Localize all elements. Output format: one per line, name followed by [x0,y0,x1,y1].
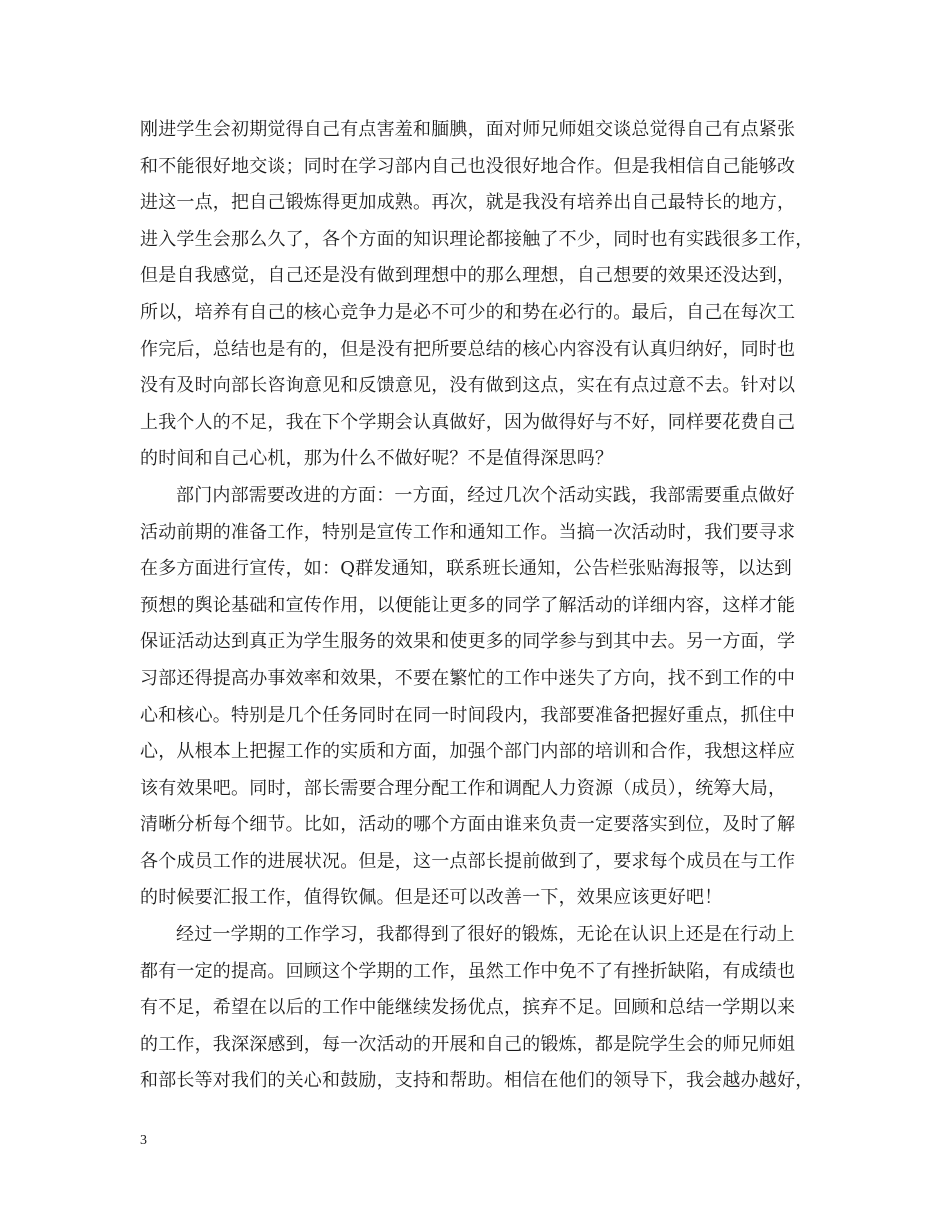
text-line: 刚进学生会初期觉得自己有点害羞和腼腆，面对师兄师姐交谈总觉得自己有点紧张 [140,119,796,140]
text-line: 进这一点，把自己锻炼得更加成熟。再次，就是我没有培养出自己最特长的地方， [140,192,796,214]
text-line: 保证活动达到真正为学生服务的效果和使更多的同学参与到其中去。另一方面，学 [140,631,796,653]
text-line: 在多方面进行宣传，如：Q群发通知，联系班长通知，公告栏张贴海报等，以达到 [140,558,792,580]
text-line: 所以，培养有自己的核心竞争力是必不可少的和势在必行的。最后，自己在每次工 [140,301,796,323]
text-line: 预想的舆论基础和宣传作用，以便能让更多的同学了解活动的详细内容，这样才能 [140,594,796,616]
body-text [140,112,820,1100]
text-line: 习部还得提高办事效率和效果，不要在繁忙的工作中迷失了方向，找不到工作的中 [140,667,796,689]
text-line: 清晰分析每个细节。比如，活动的哪个方面由谁来负责一定要落实到位，及时了解 [140,814,796,836]
text-line: 的时候要汇报工作，值得钦佩。但是还可以改善一下，效果应该更好吧！ [140,887,723,909]
text-line: 和部长等对我们的关心和鼓励，支持和帮助。相信在他们的领导下，我会越办越好， [140,1070,814,1092]
text-line: 但是自我感觉，自己还是没有做到理想中的那么理想，自己想要的效果还没达到， [140,265,796,287]
paragraph-first-line: 部门内部需要改进的方面：一方面，经过几次个活动实践，我部需要重点做好 [176,484,795,506]
text-line: 的时间和自己心机，那为什么不做好呢？不是值得深思吗？ [140,448,614,470]
text-line: 都有一定的提高。回顾这个学期的工作，虽然工作中免不了有挫折缺陷，有成绩也 [140,960,796,982]
page-number: 3 [140,1133,147,1148]
text-line: 心和核心。特别是几个任务同时在同一时间段内，我部要准备把握好重点，抓住中 [140,704,796,726]
text-line: 和不能很好地交谈；同时在学习部内自己也没很好地合作。但是我相信自己能够改 [140,155,796,177]
text-line: 作完后，总结也是有的，但是没有把所要总结的核心内容没有认真归纳好，同时也 [140,338,796,360]
text-line: 有不足，希望在以后的工作中能继续发扬优点，摈弃不足。回顾和总结一学期以来 [140,997,796,1019]
text-line: 活动前期的准备工作，特别是宣传工作和通知工作。当搞一次活动时，我们要寻求 [140,521,796,543]
paragraph-first-line: 经过一学期的工作学习，我都得到了很好的锻炼，无论在认识上还是在行动上 [176,924,795,946]
text-line: 各个成员工作的进展状况。但是，这一点部长提前做到了，要求每个成员在与工作 [140,850,796,872]
text-line: 进入学生会那么久了，各个方面的知识理论都接触了不少，同时也有实践很多工作， [140,228,814,250]
text-line: 上我个人的不足，我在下个学期会认真做好，因为做得好与不好，同样要花费自己 [140,411,796,433]
text-line: 没有及时向部长咨询意见和反馈意见，没有做到这点，实在有点过意不去。针对以 [140,375,796,397]
text-line: 心，从根本上把握工作的实质和方面，加强个部门内部的培训和合作，我想这样应 [140,741,796,763]
text-line: 该有效果吧。同时，部长需要合理分配工作和调配人力资源（成员），统筹大局， [140,777,787,799]
text-line: 的工作，我深深感到，每一次活动的开展和自己的锻炼，都是院学生会的师兄师姐 [140,1033,796,1055]
